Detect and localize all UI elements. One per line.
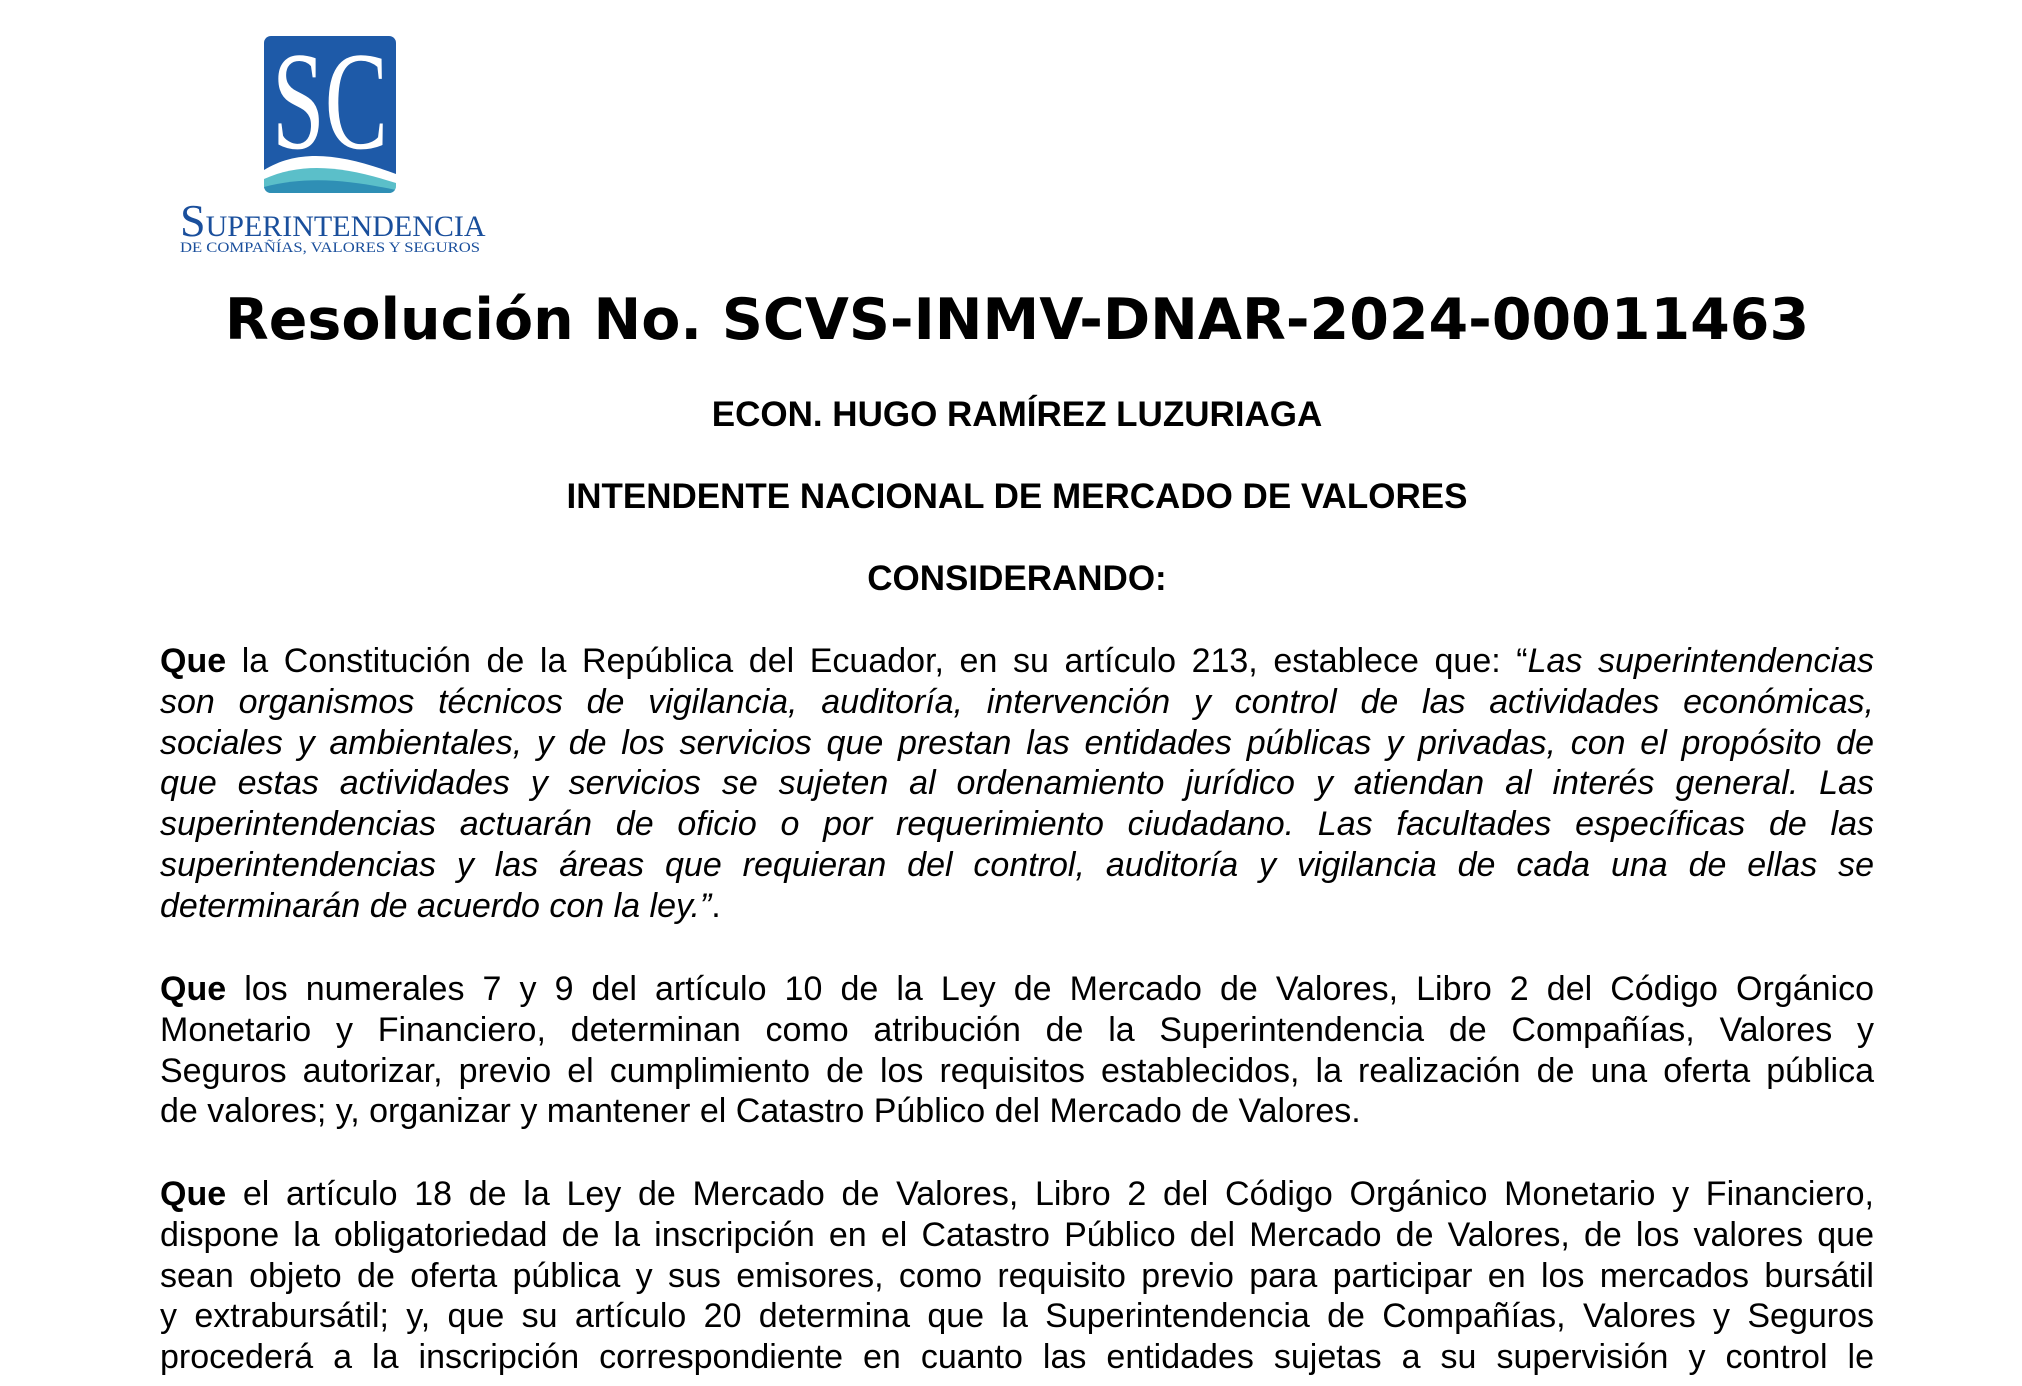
line-text: dispone la obligatoriedad de la inscripción en el Catastro Público del Mercado de Valores, de los valores que <box>160 1215 1874 1254</box>
paragraph-2 <box>160 969 1874 1132</box>
resolution-title: Resolución No. SCVS-INMV-DNAR-2024-00011463 <box>224 287 1810 353</box>
paragraph-line <box>160 682 1874 723</box>
paragraph-line <box>160 763 1874 804</box>
paragraph-line <box>160 804 1874 845</box>
quote-text: determinarán de acuerdo con la ley.” <box>160 886 712 925</box>
paragraph-line <box>160 641 1874 682</box>
superintendencia-logo <box>170 30 490 262</box>
paragraph-line <box>160 969 1874 1010</box>
line-text: . <box>711 886 721 925</box>
paragraph-line <box>160 1215 1874 1256</box>
section-heading: CONSIDERANDO: <box>867 559 1167 598</box>
official-position: INTENDENTE NACIONAL DE MERCADO DE VALORES <box>566 477 1468 516</box>
logo-name <box>180 195 486 246</box>
lead-word: Que <box>160 970 227 1008</box>
lead-word: Que <box>160 1175 227 1213</box>
paragraph-line <box>160 1174 1874 1215</box>
paragraph-line <box>160 1337 1874 1378</box>
line-text: la Constitución de la República del Ecuador, en su artículo 213, establece que: “ <box>226 642 1528 680</box>
line-text: procederá a la inscripción correspondiente en cuanto las entidades sujetas a su supervisión y control le <box>160 1338 1874 1377</box>
official-name: ECON. HUGO RAMÍREZ LUZURIAGA <box>711 395 1323 434</box>
line-text: Monetario y Financiero, determinan como atribución de la Superintendencia de Compañías, Valores y <box>160 1010 1874 1049</box>
logo-subtitle: DE COMPAÑÍAS, VALORES Y SEGUROS <box>180 240 451 256</box>
logo-monogram: SC <box>272 30 388 179</box>
line-text: sean objeto de oferta pública y sus emisores, como requisito previo para participar en los mercados bursátil <box>160 1256 1874 1295</box>
quote-text: que estas actividades y servicios se sujeten al ordenamiento jurídico y atiendan al interés general. Las <box>160 764 1874 803</box>
line-text: el artículo 18 de la Ley de Mercado de Valores, Libro 2 del Código Orgánico Monetario y Financiero, <box>226 1175 1874 1213</box>
paragraph-line <box>160 723 1874 764</box>
line-text: y extrabursátil; y, que su artículo 20 determina que la Superintendencia de Compañías, Valores y Seguros <box>160 1297 1874 1336</box>
paragraph-line <box>160 1256 1874 1297</box>
paragraph-1 <box>160 641 1874 927</box>
paragraph-line <box>160 886 1874 927</box>
logo-name-rest: UPERINTENDENCIA <box>205 210 486 243</box>
paragraph-line <box>160 845 1874 886</box>
paragraph-line <box>160 1091 1874 1132</box>
line-text: los numerales 7 y 9 del artículo 10 de la Ley de Mercado de Valores, Libro 2 del Código Orgánico <box>226 970 1874 1008</box>
quote-text: son organismos técnicos de vigilancia, auditoría, intervención y control de las actividades económicas, <box>160 682 1874 721</box>
line-text: de valores; y, organizar y mantener el Catastro Público del Mercado de Valores. <box>160 1092 1361 1131</box>
quote-text: superintendencias y las áreas que requieran del control, auditoría y vigilancia de cada una de ellas se <box>160 845 1874 884</box>
lead-word: Que <box>160 642 227 680</box>
line-text: Seguros autorizar, previo el cumplimiento de los requisitos establecidos, la realización de una oferta pública <box>160 1051 1874 1090</box>
paragraph-line <box>160 1010 1874 1051</box>
paragraph-3 <box>160 1174 1874 1378</box>
paragraph-line <box>160 1051 1874 1092</box>
quote-text: Las superintendencias <box>1527 642 1874 680</box>
quote-text: superintendencias actuarán de oficio o por requerimiento ciudadano. Las facultades específicas de las <box>160 805 1874 844</box>
logo-name-initial: S <box>180 195 206 246</box>
paragraph-line <box>160 1296 1874 1337</box>
quote-text: sociales y ambientales, y de los servicios que prestan las entidades públicas y privadas, con el propósito de <box>160 723 1874 762</box>
